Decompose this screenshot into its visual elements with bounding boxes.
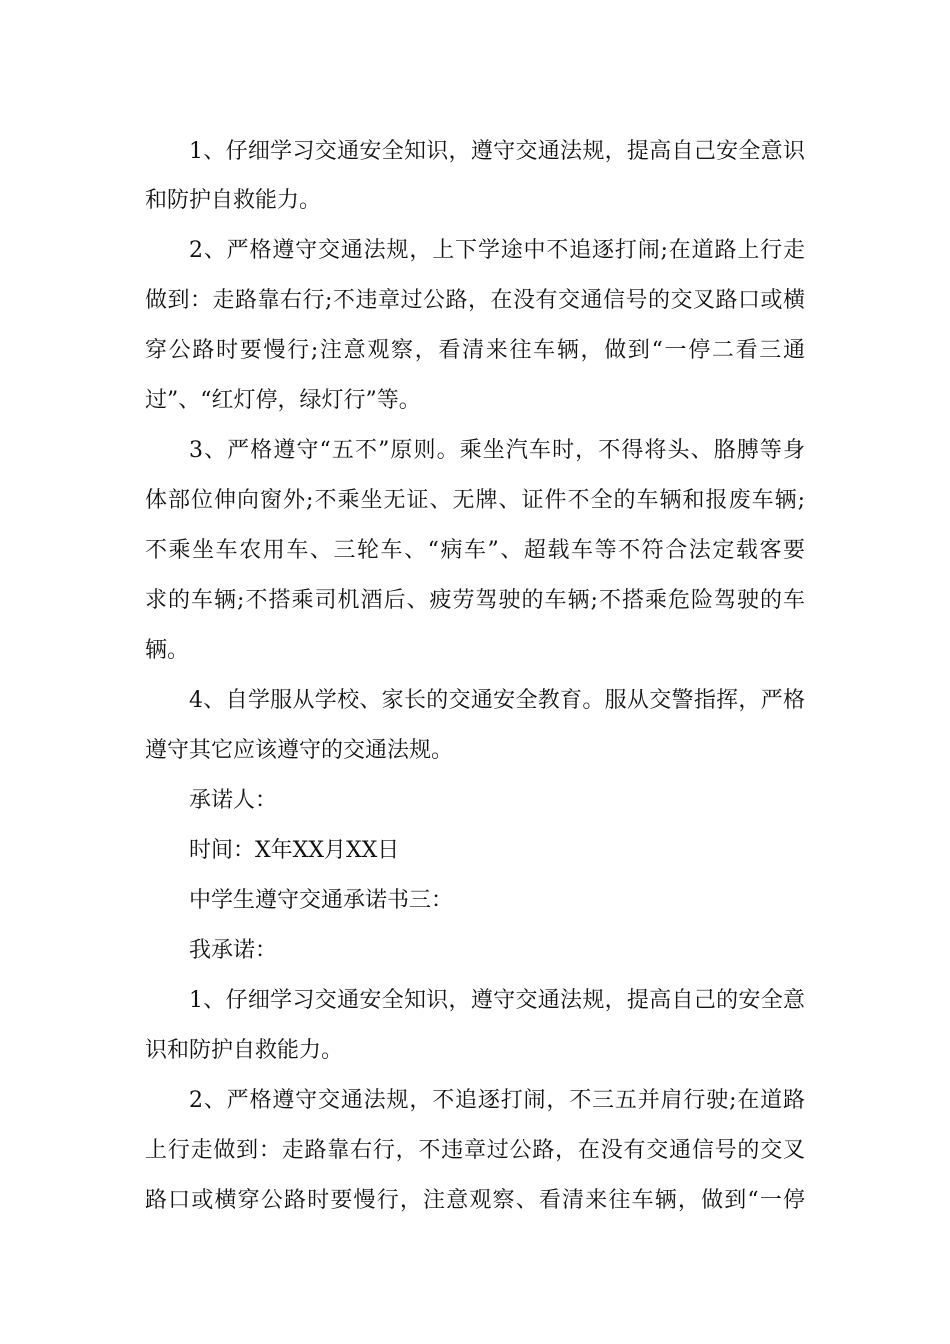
- text-line: 1、仔细学习交通安全知识，遵守交通法规，提高自己的安全意: [189, 988, 805, 1013]
- text-line: 求的车辆;不搭乘司机酒后、疲劳驾驶的车辆;不搭乘危险驾驶的车: [145, 588, 805, 613]
- text-line: 路口或横穿公路时要慢行，注意观察、看清来往车辆，做到“一停: [145, 1188, 805, 1213]
- text-line: 做到：走路靠右行;不违章过公路，在没有交通信号的交叉路口或横: [145, 288, 805, 313]
- text-line: 和防护自救能力。: [145, 188, 322, 213]
- text-line: 我承诺：: [189, 938, 278, 963]
- text-line: 承诺人：: [189, 788, 278, 813]
- text-line: 3、严格遵守“五不”原则。乘坐汽车时，不得将头、胳膊等身: [189, 438, 805, 463]
- text-line: 2、严格遵守交通法规，不追逐打闹，不三五并肩行驶;在道路: [189, 1088, 805, 1113]
- text-line: 识和防护自救能力。: [145, 1038, 344, 1063]
- text-line: 4、自学服从学校、家长的交通安全教育。服从交警指挥，严格: [189, 688, 805, 713]
- text-line: 辆。: [145, 638, 190, 663]
- text-line: 遵守其它应该遵守的交通法规。: [145, 738, 454, 763]
- text-line: 时间：X年XX月XX日: [189, 838, 400, 863]
- text-line: 1、仔细学习交通安全知识，遵守交通法规，提高自己安全意识: [189, 139, 805, 164]
- section-heading: 中学生遵守交通承诺书三：: [189, 888, 454, 913]
- text-line: 不乘坐车农用车、三轮车、“病车”、超载车等不符合法定载客要: [145, 538, 805, 563]
- text-line: 上行走做到：走路靠右行，不违章过公路，在没有交通信号的交叉: [145, 1138, 805, 1163]
- text-line: 体部位伸向窗外;不乘坐无证、无牌、证件不全的车辆和报废车辆;: [145, 488, 805, 513]
- text-line: 穿公路时要慢行;注意观察，看清来往车辆，做到“一停二看三通: [145, 338, 805, 363]
- text-line: 过”、“红灯停，绿灯行”等。: [145, 388, 421, 413]
- text-line: 2、严格遵守交通法规，上下学途中不追逐打闹;在道路上行走: [189, 238, 805, 263]
